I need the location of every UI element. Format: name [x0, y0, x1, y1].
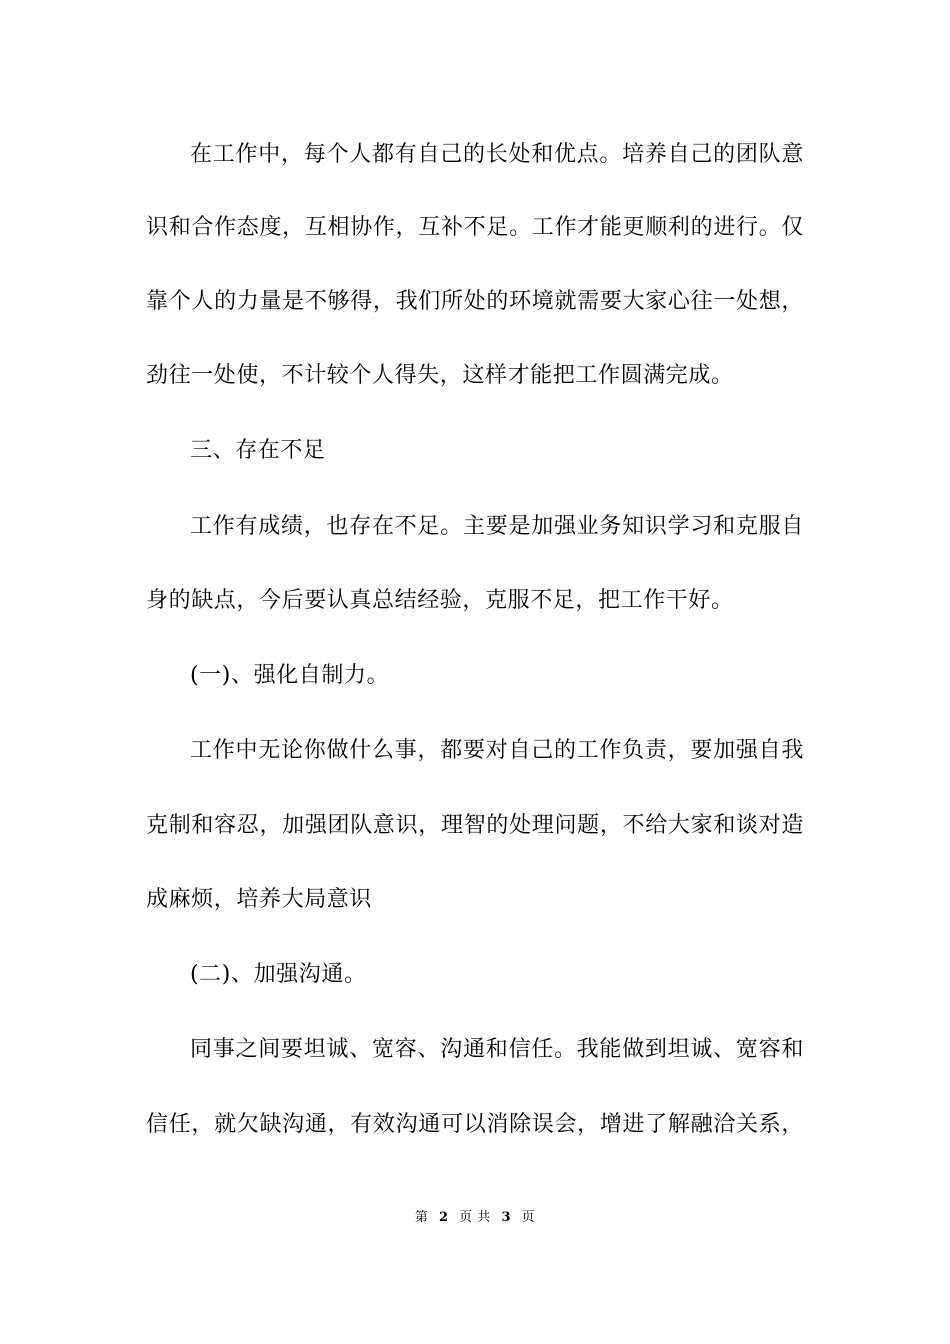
paragraph-line: 劲往一处使，不计较个人得失，这样才能把工作圆满完成。: [146, 363, 734, 388]
footer-page-number: 2: [438, 1210, 449, 1225]
paragraph-line: 识和合作态度，互相协作，互补不足。工作才能更顺利的进行。仅: [146, 215, 804, 240]
subsection-heading: (一)、强化自制力。: [190, 663, 390, 688]
footer-suffix: 页: [521, 1210, 536, 1225]
footer-prefix: 第: [414, 1210, 429, 1225]
page-footer: [0, 1208, 950, 1228]
paragraph-line: 成麻烦，培养大局意识: [146, 887, 373, 912]
paragraph-line: 同事之间要坦诚、宽容、沟通和信任。我能做到坦诚、宽容和: [190, 1037, 804, 1062]
paragraph-line: 工作有成绩，也存在不足。主要是加强业务知识学习和克服自: [190, 514, 804, 539]
paragraph-line: 身的缺点，今后要认真总结经验，克服不足，把工作干好。: [146, 588, 734, 613]
paragraph-line: 信任，就欠缺沟通，有效沟通可以消除误会，增进了解融洽关系，: [146, 1112, 804, 1137]
paragraph-line: 在工作中，每个人都有自己的长处和优点。培养自己的团队意: [190, 142, 804, 167]
footer-middle: 页 共: [459, 1210, 491, 1225]
section-heading: 三、存在不足: [190, 438, 326, 463]
paragraph-line: 克制和容忍，加强团队意识，理智的处理问题，不给大家和谈对造: [146, 813, 804, 838]
subsection-heading: (二)、加强沟通。: [190, 962, 367, 987]
paragraph-line: 靠个人的力量是不够得，我们所处的环境就需要大家心往一处想，: [146, 289, 804, 314]
footer-total-pages: 3: [501, 1210, 511, 1225]
paragraph-line: 工作中无论你做什么事，都要对自己的工作负责，要加强自我: [190, 738, 804, 763]
